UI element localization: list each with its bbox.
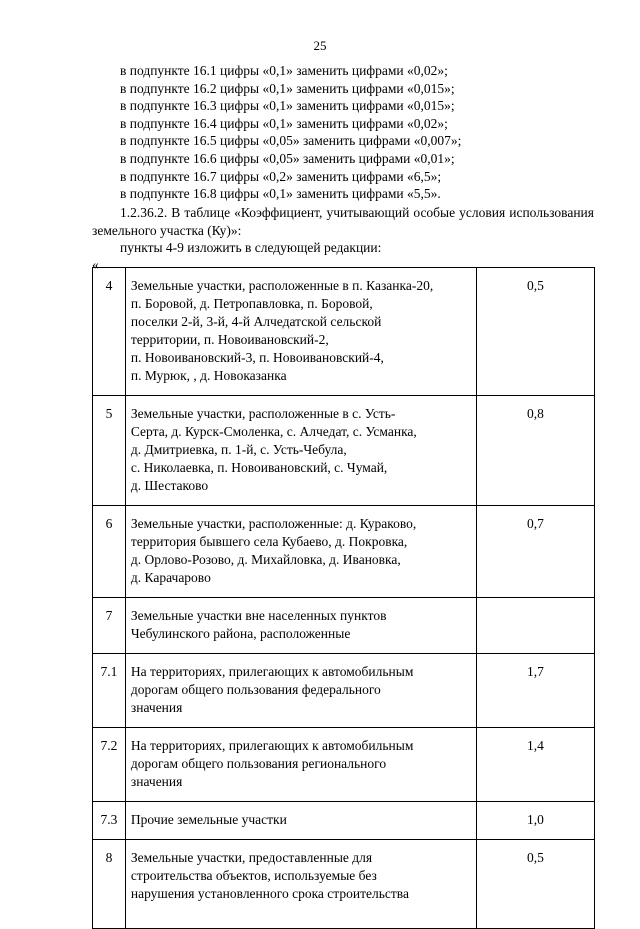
page-number: 25 <box>313 38 327 53</box>
paragraph-table-reference: 1.2.36.2. В таблице «Коэффициент, учитывающий особые условия использования земельного участка (Ку)»: <box>92 205 594 238</box>
row-description <box>125 268 476 396</box>
description-line: дорогам общего пользования регионального <box>130 756 387 771</box>
row-description <box>125 598 476 654</box>
description-line: На территориях, прилегающих к автомобильным <box>130 738 414 753</box>
table-row <box>93 268 595 396</box>
row-description <box>125 840 476 929</box>
table-row <box>93 396 595 506</box>
description-line: поселки 2-й, 3-й, 4-й Алчедатской сельской <box>130 314 382 329</box>
description-line: д. Шестаково <box>130 478 209 493</box>
coefficient-table <box>92 267 595 929</box>
table-row <box>93 728 595 802</box>
description-line: п. Мурюк, , д. Новоказанка <box>130 368 287 383</box>
row-description <box>125 728 476 802</box>
amendment-line: в подпункте 16.5 цифры «0,05» заменить цифрами «0,007»; <box>120 133 462 149</box>
row-number: 8 <box>93 840 126 929</box>
row-coefficient: 1,4 <box>476 728 594 802</box>
table-row <box>93 840 595 929</box>
row-description <box>125 654 476 728</box>
description-line: с. Николаевка, п. Новоивановский, с. Чумай, <box>130 460 388 475</box>
amendment-line: в подпункте 16.4 цифры «0,1» заменить цифрами «0,02»; <box>120 115 448 131</box>
amendment-line: в подпункте 16.7 цифры «0,2» заменить цифрами «6,5»; <box>120 168 442 184</box>
description-line: Земельные участки, расположенные: д. Кураково, <box>130 516 417 531</box>
description-line: Серта, д. Курск-Смоленка, с. Алчедат, с. Усманка, <box>130 424 417 439</box>
table-row <box>93 654 595 728</box>
row-coefficient: 1,7 <box>476 654 594 728</box>
description-line: значения <box>130 774 183 789</box>
description-line: нарушения установленного срока строительства <box>130 886 409 901</box>
row-coefficient: 1,0 <box>476 802 594 840</box>
description-line: Земельные участки, расположенные в с. Усть- <box>130 406 396 421</box>
amendment-line: в подпункте 16.3 цифры «0,1» заменить цифрами «0,015»; <box>120 98 455 114</box>
description-line: дорогам общего пользования федерального <box>130 682 381 697</box>
description-line: значения <box>130 700 183 715</box>
row-description <box>125 396 476 506</box>
row-number: 4 <box>93 268 126 396</box>
row-description <box>125 802 476 840</box>
description-line: территории, п. Новоивановский-2, <box>130 332 329 347</box>
table-row <box>93 598 595 654</box>
description-line: Земельные участки, расположенные в п. Казанка-20, <box>130 278 434 293</box>
table-row <box>93 506 595 598</box>
description-line: д. Карачарово <box>130 570 211 585</box>
amendment-line: в подпункте 16.8 цифры «0,1» заменить цифрами «5,5». <box>120 186 441 202</box>
amendment-line: в подпункте 16.2 цифры «0,1» заменить цифрами «0,015»; <box>120 80 455 96</box>
description-line: строительства объектов, используемые без <box>130 868 377 883</box>
description-line: территория бывшего села Кубаево, д. Покровка, <box>130 534 408 549</box>
row-number: 7.3 <box>93 802 126 840</box>
description-line: д. Орлово-Розово, д. Михайловка, д. Ивановка, <box>130 552 401 567</box>
description-line: п. Боровой, д. Петропавловка, п. Боровой, <box>130 296 373 311</box>
row-number: 7 <box>93 598 126 654</box>
row-coefficient: 0,5 <box>476 268 594 396</box>
row-number: 5 <box>93 396 126 506</box>
amendment-list <box>120 62 600 203</box>
row-number: 7.1 <box>93 654 126 728</box>
row-coefficient: 0,8 <box>476 396 594 506</box>
paragraph-items-instruction: пункты 4-9 изложить в следующей редакции: <box>120 240 382 255</box>
amendment-line: в подпункте 16.6 цифры «0,05» заменить цифрами «0,01»; <box>120 150 455 166</box>
description-line: Земельные участки, предоставленные для <box>130 850 373 865</box>
description-line: На территориях, прилегающих к автомобильным <box>130 664 414 679</box>
description-line: Чебулинского района, расположенные <box>130 626 351 641</box>
row-coefficient: 0,7 <box>476 506 594 598</box>
row-description <box>125 506 476 598</box>
description-line: Земельные участки вне населенных пунктов <box>130 608 387 623</box>
amendment-line: в подпункте 16.1 цифры «0,1» заменить цифрами «0,02»; <box>120 63 448 78</box>
row-number: 7.2 <box>93 728 126 802</box>
description-line: п. Новоивановский-3, п. Новоивановский-4, <box>130 350 384 365</box>
row-coefficient: 0,5 <box>476 840 594 929</box>
description-line: д. Дмитриевка, п. 1-й, с. Усть-Чебула, <box>130 442 347 457</box>
description-line: Прочие земельные участки <box>130 812 287 827</box>
row-number: 6 <box>93 506 126 598</box>
table-row <box>93 802 595 840</box>
row-coefficient <box>476 598 594 654</box>
open-quote: « <box>92 257 99 272</box>
